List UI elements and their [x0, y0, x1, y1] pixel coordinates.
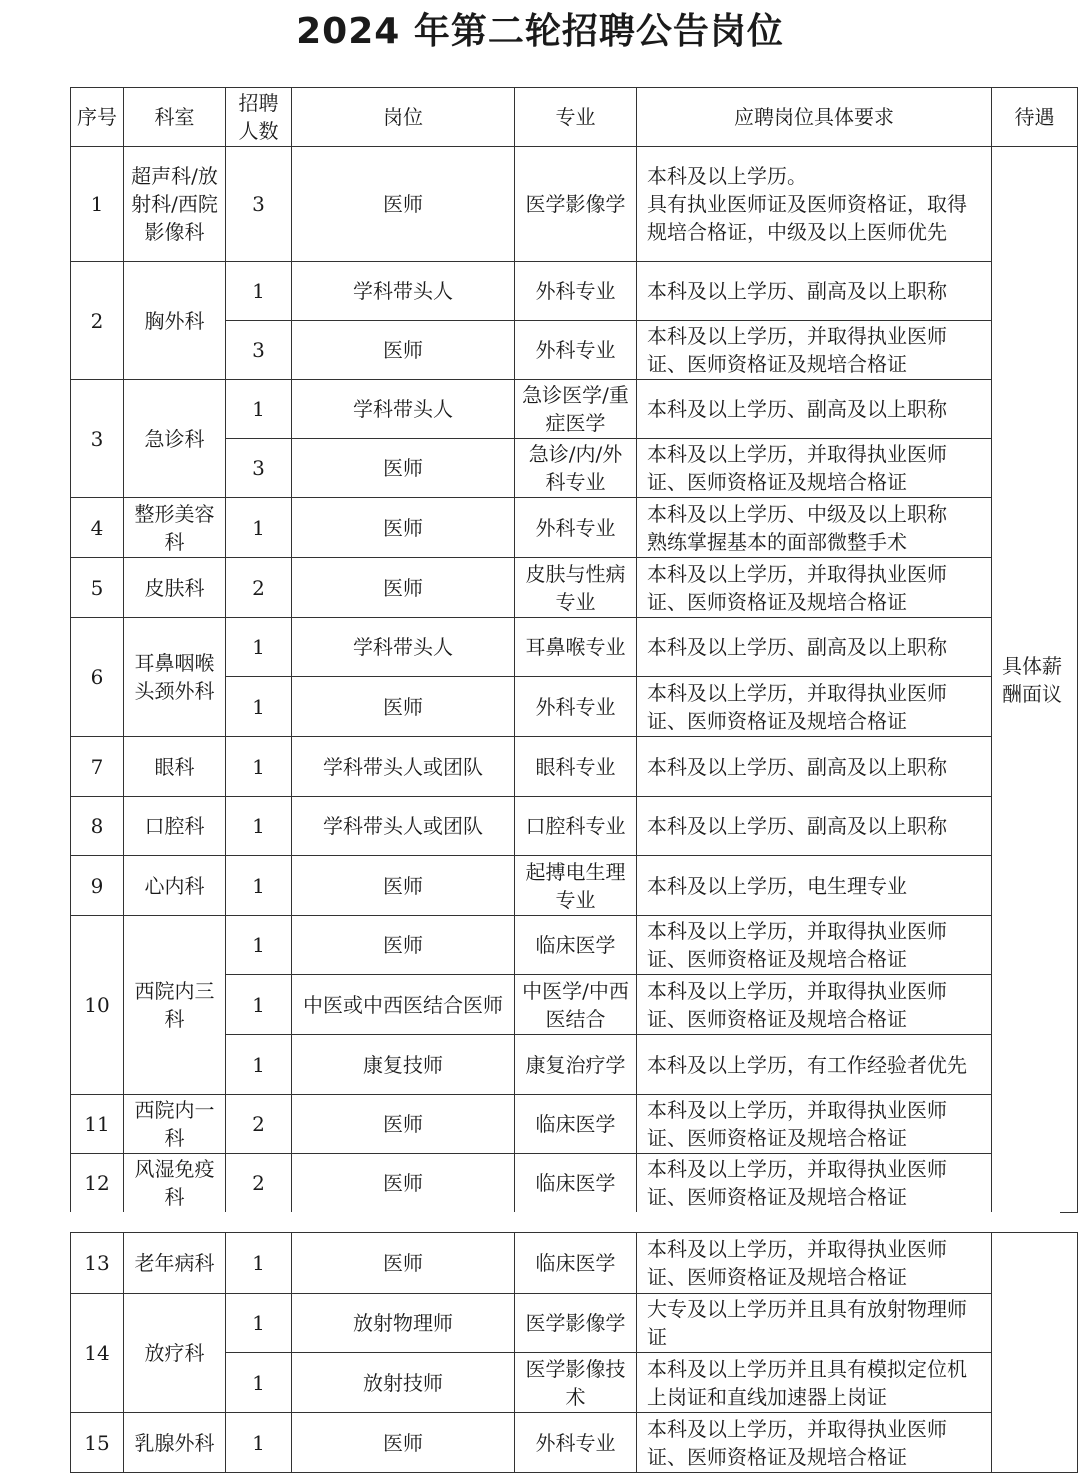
- row-dept: 西院内一科: [124, 1095, 226, 1154]
- positions-table: [70, 87, 1078, 1213]
- header-position: 岗位: [292, 88, 515, 147]
- row-count: 1: [226, 498, 292, 558]
- row-dept: 风湿免疫科: [124, 1154, 226, 1213]
- header-pay: 待遇: [992, 88, 1078, 147]
- row-seq: 1: [71, 147, 124, 262]
- row-major: 临床医学: [515, 916, 637, 975]
- row-requirements: 本科及以上学历，并取得执业医师证、医师资格证及规培合格证: [637, 1154, 992, 1213]
- row-requirements: 本科及以上学历、副高及以上职称: [637, 380, 992, 439]
- row-position: 医师: [292, 856, 515, 916]
- table-row: [71, 797, 1078, 856]
- row-requirements: 本科及以上学历。 具有执业医师证及医师资格证，取得规培合格证，中级及以上医师优先: [637, 147, 992, 262]
- header-count: 招聘人数: [226, 88, 292, 147]
- pay-note: 具体薪酬面议: [992, 147, 1078, 1213]
- row-position: 放射技师: [292, 1353, 515, 1413]
- table-row: [71, 380, 1078, 439]
- row-position: 学科带头人或团队: [292, 737, 515, 797]
- row-requirements: 本科及以上学历，并取得执业医师证、医师资格证及规培合格证: [637, 916, 992, 975]
- row-requirements: 本科及以上学历、副高及以上职称: [637, 797, 992, 856]
- row-seq: 6: [71, 618, 124, 737]
- row-requirements: 本科及以上学历，并取得执业医师证、医师资格证及规培合格证: [637, 1095, 992, 1154]
- row-seq: 5: [71, 558, 124, 618]
- row-count: 1: [226, 797, 292, 856]
- row-major: 医学影像学: [515, 147, 637, 262]
- row-requirements: 本科及以上学历、中级及以上职称 熟练掌握基本的面部微整手术: [637, 498, 992, 558]
- table-row: [71, 737, 1078, 797]
- row-seq: 14: [71, 1294, 124, 1413]
- row-major: 外科专业: [515, 677, 637, 737]
- row-position: 医师: [292, 321, 515, 380]
- row-count: 1: [226, 262, 292, 321]
- row-count: 3: [226, 147, 292, 262]
- row-position: 康复技师: [292, 1035, 515, 1095]
- row-seq: 7: [71, 737, 124, 797]
- table-row: [71, 558, 1078, 618]
- row-count: 1: [226, 618, 292, 677]
- row-count: 2: [226, 1154, 292, 1213]
- header-dept: 科室: [124, 88, 226, 147]
- page-title: 2024 年第二轮招聘公告岗位: [296, 11, 784, 52]
- row-count: 1: [226, 1233, 292, 1294]
- row-requirements: 本科及以上学历，并取得执业医师证、医师资格证及规培合格证: [637, 1233, 992, 1294]
- table-row: [71, 856, 1078, 916]
- row-count: 3: [226, 439, 292, 498]
- row-count: 1: [226, 380, 292, 439]
- row-position: 医师: [292, 498, 515, 558]
- row-seq: 13: [71, 1233, 124, 1294]
- row-dept: 西院内三科: [124, 916, 226, 1095]
- row-major: 外科专业: [515, 262, 637, 321]
- row-position: 医师: [292, 677, 515, 737]
- row-seq: 3: [71, 380, 124, 498]
- row-position: 学科带头人: [292, 380, 515, 439]
- row-major: 急诊/内/外科专业: [515, 439, 637, 498]
- row-position: 医师: [292, 1154, 515, 1213]
- row-major: 医学影像技术: [515, 1353, 637, 1413]
- row-seq: 10: [71, 916, 124, 1095]
- row-count: 1: [226, 1353, 292, 1413]
- row-dept: 乳腺外科: [124, 1413, 226, 1473]
- row-position: 医师: [292, 1413, 515, 1473]
- row-requirements: 本科及以上学历、副高及以上职称: [637, 262, 992, 321]
- row-count: 1: [226, 856, 292, 916]
- row-dept: 耳鼻咽喉头颈外科: [124, 618, 226, 737]
- row-seq: 2: [71, 262, 124, 380]
- row-major: 急诊医学/重症医学: [515, 380, 637, 439]
- row-requirements: 本科及以上学历，并取得执业医师证、医师资格证及规培合格证: [637, 558, 992, 618]
- pay-empty: [992, 1233, 1078, 1473]
- row-major: 外科专业: [515, 498, 637, 558]
- row-requirements: 本科及以上学历，并取得执业医师证、医师资格证及规培合格证: [637, 975, 992, 1035]
- row-dept: 整形美容科: [124, 498, 226, 558]
- row-position: 学科带头人: [292, 262, 515, 321]
- table-row: [71, 1413, 1078, 1473]
- row-seq: 11: [71, 1095, 124, 1154]
- row-requirements: 本科及以上学历，并取得执业医师证、医师资格证及规培合格证: [637, 1413, 992, 1473]
- row-position: 医师: [292, 1233, 515, 1294]
- row-dept: 眼科: [124, 737, 226, 797]
- row-count: 1: [226, 1035, 292, 1095]
- row-requirements: 本科及以上学历，有工作经验者优先: [637, 1035, 992, 1095]
- row-position: 放射物理师: [292, 1294, 515, 1353]
- table-row: [71, 618, 1078, 677]
- row-seq: 8: [71, 797, 124, 856]
- row-position: 学科带头人: [292, 618, 515, 677]
- row-position: 医师: [292, 1095, 515, 1154]
- table-row: [71, 1294, 1078, 1353]
- row-major: 口腔科专业: [515, 797, 637, 856]
- row-count: 1: [226, 916, 292, 975]
- row-requirements: 大专及以上学历并且具有放射物理师证: [637, 1294, 992, 1353]
- row-major: 医学影像学: [515, 1294, 637, 1353]
- row-requirements: 本科及以上学历，电生理专业: [637, 856, 992, 916]
- row-position: 学科带头人或团队: [292, 797, 515, 856]
- row-seq: 12: [71, 1154, 124, 1213]
- positions-table-continued: [70, 1232, 1078, 1473]
- row-major: 临床医学: [515, 1095, 637, 1154]
- row-major: 皮肤与性病专业: [515, 558, 637, 618]
- row-requirements: 本科及以上学历，并取得执业医师证、医师资格证及规培合格证: [637, 677, 992, 737]
- row-major: 外科专业: [515, 321, 637, 380]
- row-requirements: 本科及以上学历并且具有模拟定位机上岗证和直线加速器上岗证: [637, 1353, 992, 1413]
- row-major: 眼科专业: [515, 737, 637, 797]
- row-major: 康复治疗学: [515, 1035, 637, 1095]
- table-row: [71, 916, 1078, 975]
- row-count: 1: [226, 1294, 292, 1353]
- row-count: 1: [226, 1413, 292, 1473]
- row-requirements: 本科及以上学历、副高及以上职称: [637, 618, 992, 677]
- header-requirements: 应聘岗位具体要求: [637, 88, 992, 147]
- row-requirements: 本科及以上学历、副高及以上职称: [637, 737, 992, 797]
- row-count: 2: [226, 1095, 292, 1154]
- row-count: 2: [226, 558, 292, 618]
- table-row: [71, 498, 1078, 558]
- row-count: 1: [226, 677, 292, 737]
- row-major: 中医学/中西医结合: [515, 975, 637, 1035]
- table-row: [71, 1154, 1078, 1213]
- row-dept: 口腔科: [124, 797, 226, 856]
- row-position: 医师: [292, 439, 515, 498]
- row-count: 1: [226, 737, 292, 797]
- row-position: 医师: [292, 916, 515, 975]
- page-break-gap: [60, 1212, 1060, 1231]
- header-major: 专业: [515, 88, 637, 147]
- row-major: 临床医学: [515, 1233, 637, 1294]
- row-position: 医师: [292, 558, 515, 618]
- row-dept: 心内科: [124, 856, 226, 916]
- table-row: [71, 262, 1078, 321]
- row-requirements: 本科及以上学历，并取得执业医师证、医师资格证及规培合格证: [637, 439, 992, 498]
- row-position: 医师: [292, 147, 515, 262]
- row-dept: 皮肤科: [124, 558, 226, 618]
- table-row: [71, 1233, 1078, 1294]
- row-major: 外科专业: [515, 1413, 637, 1473]
- row-major: 起搏电生理专业: [515, 856, 637, 916]
- row-count: 1: [226, 975, 292, 1035]
- header-seq: 序号: [71, 88, 124, 147]
- row-count: 3: [226, 321, 292, 380]
- row-seq: 15: [71, 1413, 124, 1473]
- row-seq: 4: [71, 498, 124, 558]
- row-seq: 9: [71, 856, 124, 916]
- row-requirements: 本科及以上学历，并取得执业医师证、医师资格证及规培合格证: [637, 321, 992, 380]
- row-dept: 超声科/放射科/西院影像科: [124, 147, 226, 262]
- row-position: 中医或中西医结合医师: [292, 975, 515, 1035]
- row-major: 临床医学: [515, 1154, 637, 1213]
- row-dept: 胸外科: [124, 262, 226, 380]
- table-row: [71, 147, 1078, 262]
- row-dept: 老年病科: [124, 1233, 226, 1294]
- row-dept: 放疗科: [124, 1294, 226, 1413]
- header-row: [71, 88, 1078, 147]
- row-major: 耳鼻喉专业: [515, 618, 637, 677]
- row-dept: 急诊科: [124, 380, 226, 498]
- table-row: [71, 1095, 1078, 1154]
